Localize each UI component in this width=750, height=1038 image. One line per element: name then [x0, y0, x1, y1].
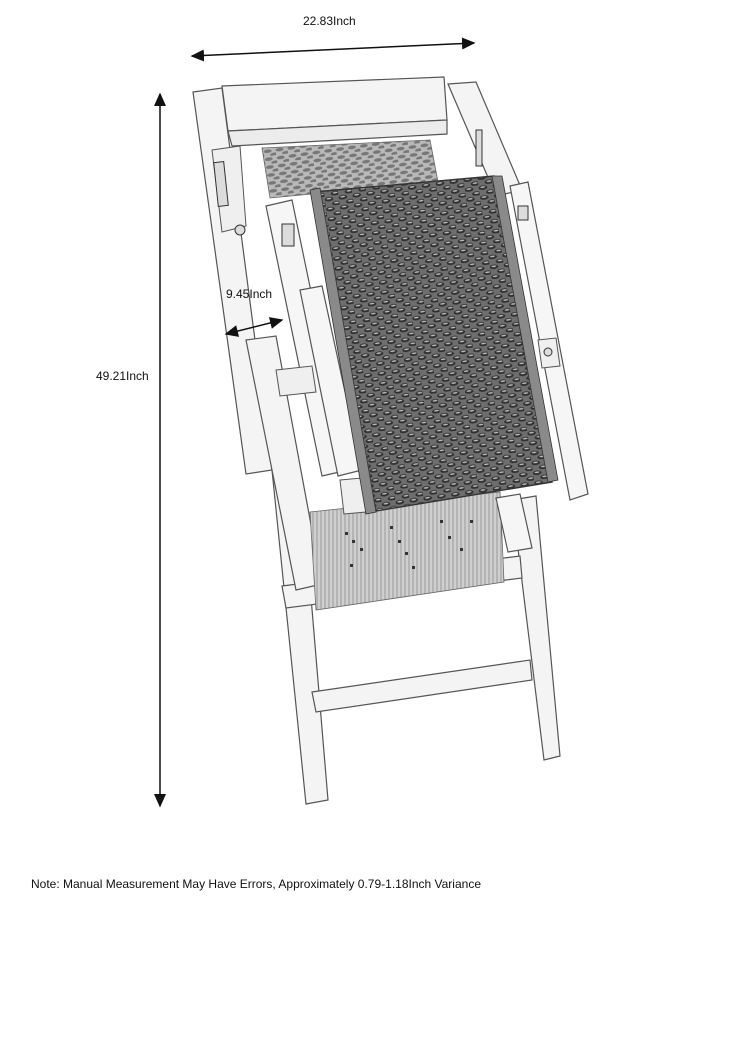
width-label: 22.83Inch — [303, 14, 356, 28]
seat-fringe-panel — [310, 492, 504, 610]
lower-crossbar — [312, 660, 532, 712]
depth-label: 9.45Inch — [226, 287, 273, 301]
height-label: 49.21Inch — [96, 369, 149, 383]
width-dimension-line — [192, 43, 474, 56]
measurement-note: Note: Manual Measurement May Have Errors, Approximately 0.79-1.18Inch Variance — [31, 877, 481, 891]
